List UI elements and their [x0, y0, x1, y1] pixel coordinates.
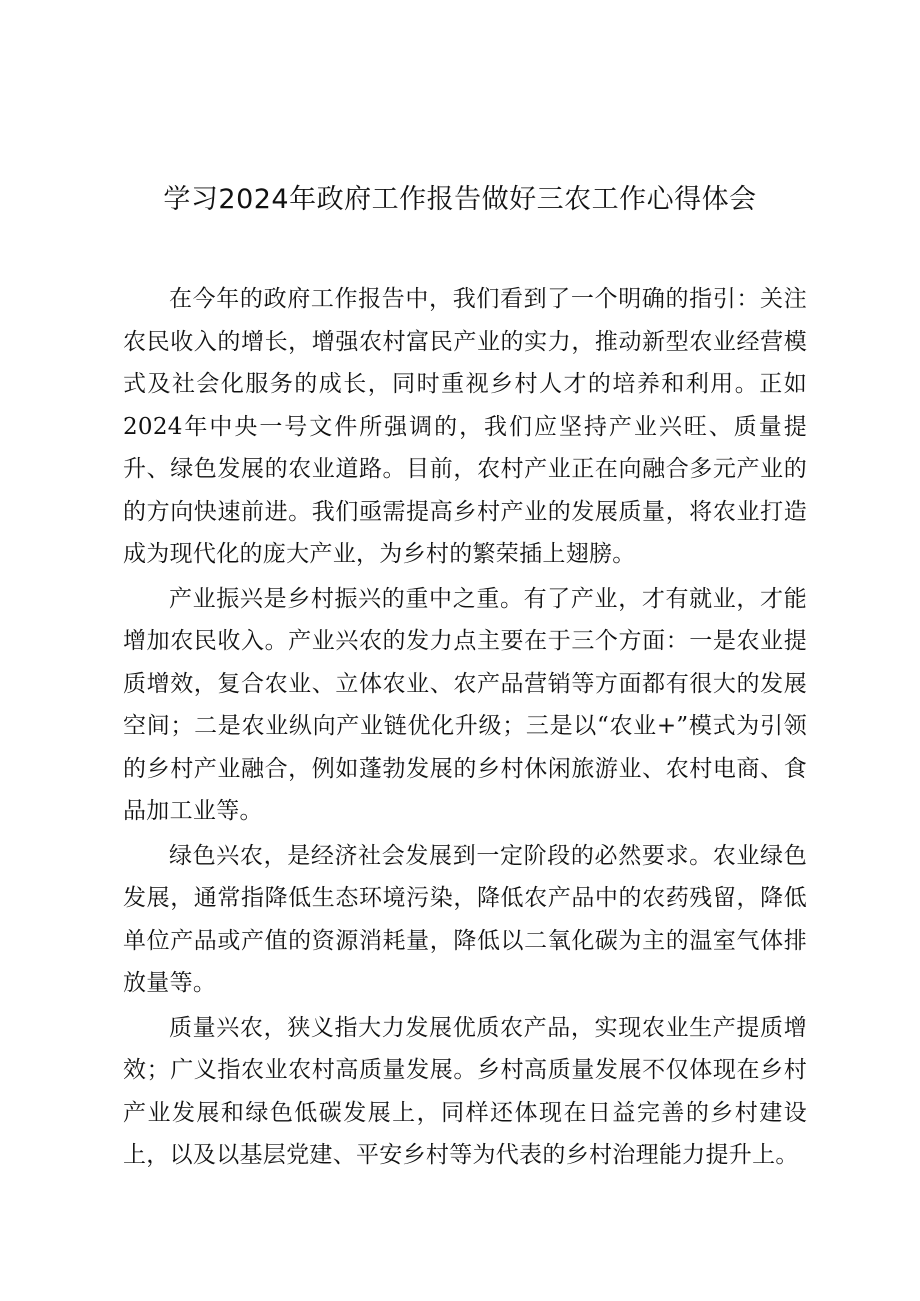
paragraph-1: 在今年的政府工作报告中，我们看到了一个明确的指引：关注农民收入的增长，增强农村富民产业的实力，推动新型农业经营模式及社会化服务的成长，同时重视乡村人才的培养和利用。正如2024年中央一号文件所强调的，我们应坚持产业兴旺、质量提升、绿色发展的农业道路。目前，农村产业正在向融合多元产业的的方向快速前进。我们亟需提高乡村产业的发展质量，将农业打造成为现代化的庞大产业，为乡村的繁荣插上翅膀。: [123, 286, 807, 567]
paragraph-3: 绿色兴农，是经济社会发展到一定阶段的必然要求。农业绿色发展，通常指降低生态环境污染，降低农产品中的农药残留，降低单位产品或产值的资源消耗量，降低以二氧化碳为主的温室气体排放量等。: [123, 842, 807, 996]
document-title: 学习2024年政府工作报告做好三农工作心得体会: [163, 184, 757, 215]
paragraph-2: 产业振兴是乡村振兴的重中之重。有了产业，才有就业，才能增加农民收入。产业兴农的发力点主要在于三个方面：一是农业提质增效，复合农业、立体农业、农产品营销等方面都有很大的发展空间；二是农业纵向产业链优化升级；三是以“农业+”模式为引领的乡村产业融合，例如蓬勃发展的乡村休闲旅游业、农村电商、食品加工业等。: [123, 585, 807, 824]
paragraph-4: 质量兴农，狭义指大力发展优质农产品，实现农业生产提质增效；广义指农业农村高质量发展。乡村高质量发展不仅体现在乡村产业发展和绿色低碳发展上，同样还体现在日益完善的乡村建设上，以及以基层党建、平安乡村等为代表的乡村治理能力提升上。: [123, 1014, 807, 1168]
document-body: [123, 278, 807, 1177]
